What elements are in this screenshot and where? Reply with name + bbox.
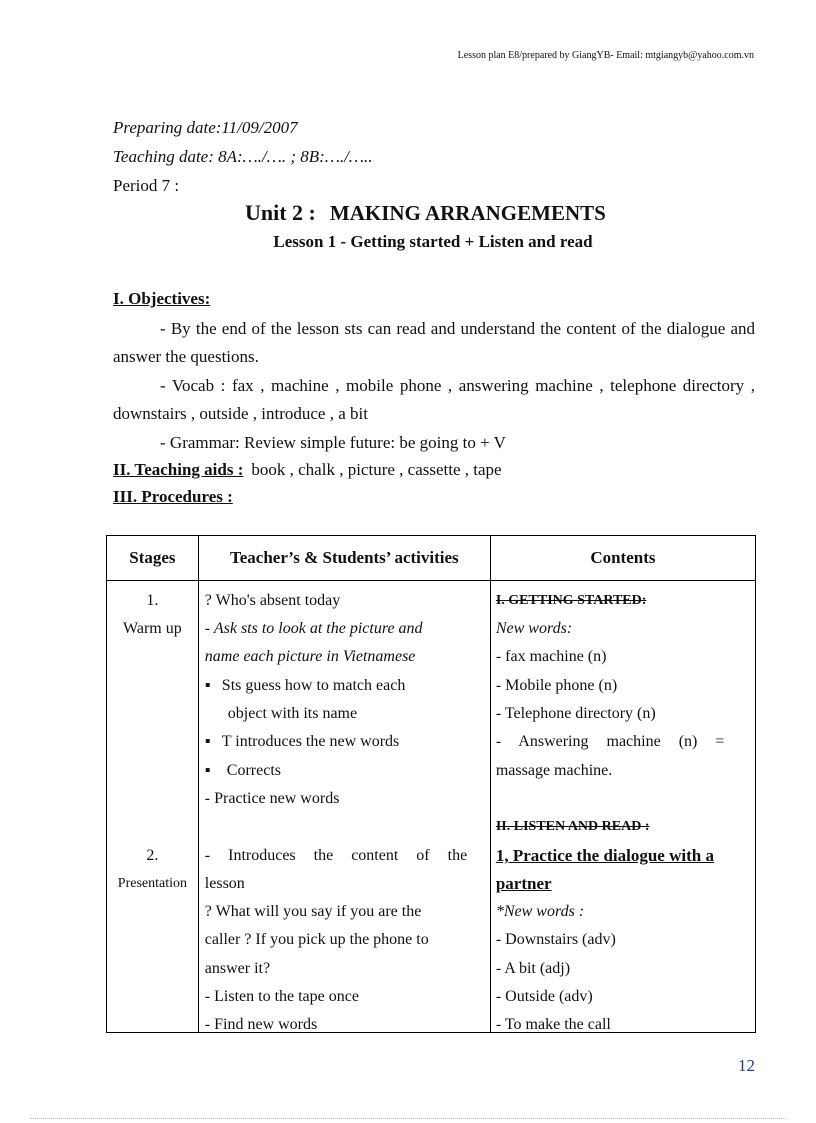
activity-line: object with its name bbox=[227, 705, 358, 722]
teaching-aids-heading: II. Teaching aids : bbox=[113, 460, 244, 479]
teaching-aids bbox=[113, 460, 502, 480]
page-header: Lesson plan E8/prepared by GiangYB- Email: mtgiangyb@yahoo.com.vn bbox=[457, 50, 754, 61]
page-number: 12 bbox=[738, 1056, 755, 1075]
content-line: partner bbox=[495, 874, 552, 893]
activity-line: lesson bbox=[204, 875, 245, 892]
unit-title bbox=[245, 200, 606, 226]
getting-started-heading: I. GETTING STARTED: bbox=[495, 593, 647, 608]
listen-read-heading: II. LISTEN AND READ : bbox=[495, 819, 650, 834]
lesson-title: Lesson 1 - Getting started + Listen and read bbox=[273, 232, 593, 251]
activity-line: caller ? If you pick up the phone to bbox=[204, 931, 429, 948]
footer-divider bbox=[30, 1118, 786, 1119]
stage-2-name: Presentation bbox=[117, 876, 187, 891]
activity-line: - Introduces the content of the bbox=[204, 847, 468, 864]
period: Period 7 : bbox=[113, 176, 180, 195]
activity-line: ? Who's absent today bbox=[204, 592, 341, 609]
activity-text: Sts guess how to match each bbox=[221, 677, 406, 694]
procedures-table bbox=[106, 535, 756, 1033]
activity-line: ? What will you say if you are the bbox=[204, 903, 422, 920]
activity-line bbox=[199, 728, 490, 756]
content-line: 1, Practice the dialogue with a bbox=[495, 846, 714, 865]
activity-line: - Find new words bbox=[204, 1016, 318, 1033]
activity-line: - Listen to the tape once bbox=[204, 988, 359, 1005]
contents-cell bbox=[491, 581, 755, 1032]
activities-cell bbox=[199, 581, 490, 1032]
objectives-heading: I. Objectives: bbox=[113, 289, 211, 308]
content-line: - Telephone directory (n) bbox=[495, 705, 656, 722]
content-line: - Downstairs (adv) bbox=[495, 931, 616, 948]
content-line: massage machine. bbox=[495, 762, 613, 779]
header-activities: Teacher’s & Students’ activities bbox=[198, 536, 490, 581]
stage-1-number: 1. bbox=[146, 592, 159, 609]
activity-line bbox=[199, 672, 490, 700]
content-line: - Mobile phone (n) bbox=[495, 677, 618, 694]
content-line: - Answering machine (n) = bbox=[495, 733, 725, 750]
teaching-date: Teaching date: 8A:…./…. ; 8B:…./….. bbox=[113, 147, 373, 166]
bullet-icon: ▪ bbox=[204, 733, 211, 750]
stage-1-name: Warm up bbox=[123, 620, 182, 637]
activity-text: Corrects bbox=[226, 762, 281, 779]
stages-cell bbox=[107, 581, 198, 1032]
stage-2-number: 2. bbox=[146, 847, 159, 864]
objective-1: - By the end of the lesson sts can read and understand the content of the dialogue and answer the questions. bbox=[113, 319, 755, 366]
activity-line bbox=[199, 757, 490, 785]
bullet-icon: ▪ bbox=[204, 762, 211, 779]
activity-line: answer it? bbox=[204, 960, 271, 977]
teaching-aids-text: book , chalk , picture , cassette , tape bbox=[251, 460, 502, 479]
content-line: - Outside (adv) bbox=[495, 988, 593, 1005]
objective-grammar: - Grammar: Review simple future: be going to + V bbox=[160, 433, 506, 452]
procedures-heading: III. Procedures : bbox=[113, 487, 233, 506]
activity-line: name each picture in Vietnamese bbox=[204, 648, 416, 665]
bullet-icon: ▪ bbox=[204, 677, 211, 694]
content-line: - fax machine (n) bbox=[495, 648, 607, 665]
unit-topic: MAKING ARRANGEMENTS bbox=[329, 201, 606, 225]
preparing-date: Preparing date:11/09/2007 bbox=[113, 118, 298, 137]
activity-line: - Practice new words bbox=[204, 790, 340, 807]
content-line: *New words : bbox=[495, 903, 585, 920]
activity-text: T introduces the new words bbox=[221, 733, 400, 750]
content-line: - To make the call bbox=[495, 1016, 611, 1033]
content-line: New words: bbox=[495, 620, 573, 637]
content-line: - A bit (adj) bbox=[495, 960, 571, 977]
header-stages: Stages bbox=[107, 536, 199, 581]
header-contents: Contents bbox=[490, 536, 755, 581]
objective-vocab: - Vocab : fax , machine , mobile phone , answering machine , telephone directory , downstairs , outside , introduce , a bit bbox=[113, 376, 755, 423]
activity-line: - Ask sts to look at the picture and bbox=[204, 620, 423, 637]
unit-number: Unit 2 : bbox=[245, 200, 316, 225]
